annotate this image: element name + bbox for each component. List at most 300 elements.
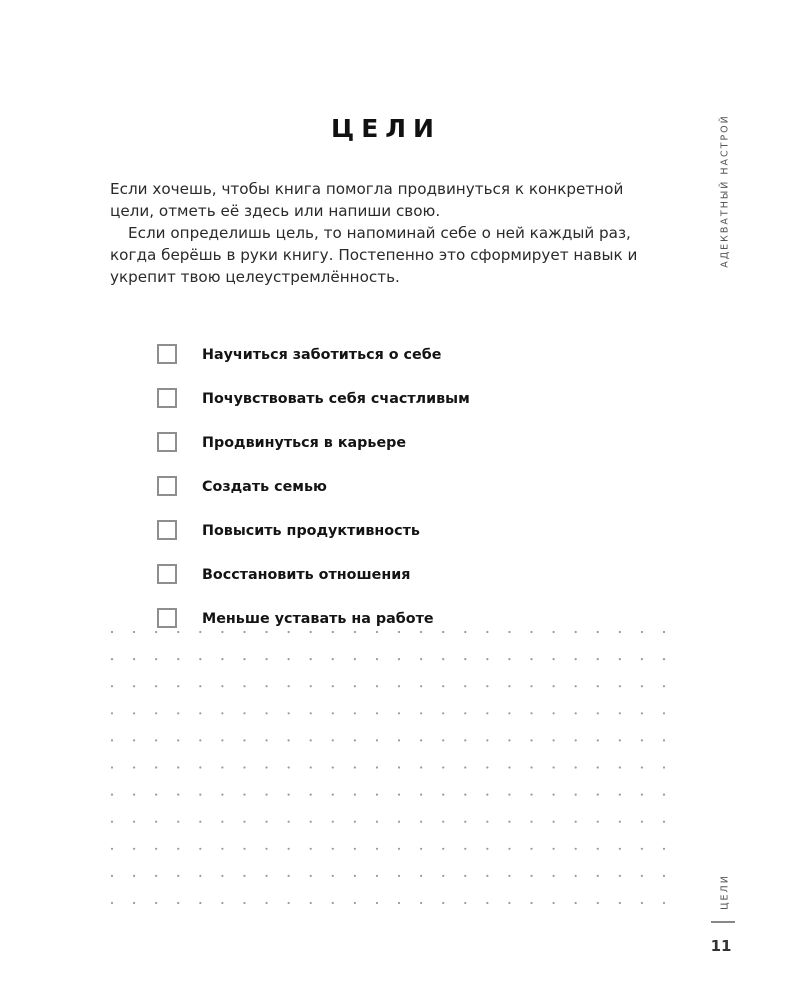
grid-dot <box>486 658 488 660</box>
grid-dot <box>575 821 577 823</box>
goal-item[interactable] <box>157 420 470 464</box>
grid-dot <box>663 902 665 904</box>
grid-dot <box>553 739 555 741</box>
grid-dot <box>133 794 135 796</box>
grid-dot <box>420 848 422 850</box>
grid-dot <box>486 875 488 877</box>
grid-dot <box>508 712 510 714</box>
grid-dot <box>310 848 312 850</box>
grid-dot <box>288 631 290 633</box>
grid-dot <box>288 875 290 877</box>
grid-dot <box>155 794 157 796</box>
grid-dot <box>133 712 135 714</box>
grid-dot <box>553 848 555 850</box>
goal-label: Повысить продуктивность <box>202 523 420 539</box>
grid-dot <box>310 902 312 904</box>
grid-dot <box>243 821 245 823</box>
grid-dot <box>265 712 267 714</box>
grid-dot <box>376 685 378 687</box>
goal-checkbox[interactable] <box>157 564 177 584</box>
grid-dot <box>530 794 532 796</box>
grid-dot <box>133 821 135 823</box>
grid-dot <box>265 631 267 633</box>
grid-dot <box>221 902 223 904</box>
grid-dot <box>177 794 179 796</box>
grid-dot <box>575 631 577 633</box>
grid-dot <box>420 821 422 823</box>
grid-dot <box>663 631 665 633</box>
grid-dot <box>332 739 334 741</box>
goal-checkbox[interactable] <box>157 432 177 452</box>
grid-dot <box>199 658 201 660</box>
grid-dot <box>597 658 599 660</box>
grid-dot <box>663 766 665 768</box>
grid-dot <box>111 631 113 633</box>
grid-dot <box>243 875 245 877</box>
grid-dot <box>354 875 356 877</box>
grid-dot <box>663 821 665 823</box>
grid-dot <box>376 712 378 714</box>
grid-dot <box>619 794 621 796</box>
grid-dot <box>243 658 245 660</box>
grid-dot <box>111 766 113 768</box>
grid-dot <box>199 848 201 850</box>
grid-dot <box>265 658 267 660</box>
grid-dot <box>597 685 599 687</box>
intro-text <box>110 178 670 288</box>
grid-dot <box>641 875 643 877</box>
grid-dot <box>508 631 510 633</box>
grid-dot <box>288 712 290 714</box>
goal-item[interactable] <box>157 464 470 508</box>
grid-dot <box>199 766 201 768</box>
grid-dot <box>243 685 245 687</box>
section-label: АДЕКВАТНЫЙ НАСТРОЙ <box>719 113 731 268</box>
grid-dot <box>354 766 356 768</box>
grid-dot <box>464 848 466 850</box>
grid-dot <box>398 766 400 768</box>
grid-dot <box>420 712 422 714</box>
grid-dot <box>486 902 488 904</box>
grid-dot <box>265 685 267 687</box>
grid-dot <box>530 766 532 768</box>
grid-dot <box>376 794 378 796</box>
grid-dot <box>663 848 665 850</box>
grid-dot <box>288 821 290 823</box>
grid-dot <box>530 712 532 714</box>
grid-dot <box>508 821 510 823</box>
grid-dot <box>111 685 113 687</box>
grid-dot <box>221 766 223 768</box>
grid-dot <box>464 685 466 687</box>
grid-dot <box>376 658 378 660</box>
grid-dot <box>464 739 466 741</box>
grid-dot <box>663 875 665 877</box>
grid-dot <box>155 902 157 904</box>
grid-dot <box>575 766 577 768</box>
grid-dot <box>111 712 113 714</box>
grid-dot <box>575 739 577 741</box>
grid-dot <box>641 848 643 850</box>
grid-dot <box>265 766 267 768</box>
grid-dot <box>619 766 621 768</box>
grid-dot <box>530 631 532 633</box>
grid-dot <box>663 794 665 796</box>
grid-dot <box>619 712 621 714</box>
grid-dot <box>133 739 135 741</box>
dot-grid-writing-area[interactable] <box>104 620 672 915</box>
grid-dot <box>354 848 356 850</box>
grid-dot <box>332 712 334 714</box>
grid-dot <box>310 766 312 768</box>
goal-label: Научиться заботиться о себе <box>202 347 442 363</box>
grid-dot <box>155 766 157 768</box>
grid-dot <box>553 712 555 714</box>
grid-dot <box>641 821 643 823</box>
grid-dot <box>553 685 555 687</box>
grid-dot <box>486 739 488 741</box>
goal-label: Создать семью <box>202 479 327 495</box>
grid-dot <box>398 902 400 904</box>
page-title: ЦЕЛИ <box>331 114 441 143</box>
grid-dot <box>354 658 356 660</box>
grid-dot <box>155 848 157 850</box>
grid-dot <box>597 794 599 796</box>
grid-dot <box>376 631 378 633</box>
grid-dot <box>530 821 532 823</box>
grid-dot <box>398 631 400 633</box>
grid-dot <box>332 848 334 850</box>
grid-dot <box>641 766 643 768</box>
running-header-section <box>717 113 733 268</box>
grid-dot <box>597 739 599 741</box>
grid-dot <box>376 848 378 850</box>
grid-dot <box>398 875 400 877</box>
grid-dot <box>199 875 201 877</box>
grid-dot <box>486 712 488 714</box>
grid-dot <box>332 766 334 768</box>
grid-dot <box>288 658 290 660</box>
grid-dot <box>575 848 577 850</box>
grid-dot <box>619 875 621 877</box>
grid-dot <box>265 821 267 823</box>
grid-dot <box>464 658 466 660</box>
grid-dot <box>597 875 599 877</box>
grid-dot <box>332 902 334 904</box>
goals-checklist <box>157 332 470 640</box>
grid-dot <box>199 739 201 741</box>
grid-dot <box>133 658 135 660</box>
grid-dot <box>155 875 157 877</box>
grid-dot <box>597 631 599 633</box>
grid-dot <box>464 821 466 823</box>
grid-dot <box>376 739 378 741</box>
grid-dot <box>354 739 356 741</box>
goal-checkbox[interactable] <box>157 344 177 364</box>
grid-dot <box>663 712 665 714</box>
grid-dot <box>243 712 245 714</box>
intro-paragraph-2: Если определишь цель, то напоминай себе о ней каждый раз, когда берёшь в руки книгу. Постепенно это сформирует навык и укрепит твою целеустремлённость. <box>110 224 638 286</box>
grid-dot <box>553 631 555 633</box>
grid-dot <box>420 631 422 633</box>
grid-dot <box>553 821 555 823</box>
grid-dot <box>420 685 422 687</box>
grid-dot <box>332 875 334 877</box>
grid-dot <box>354 685 356 687</box>
grid-dot <box>530 658 532 660</box>
grid-dot <box>553 794 555 796</box>
grid-dot <box>442 631 444 633</box>
goal-checkbox[interactable] <box>157 388 177 408</box>
grid-dot <box>177 631 179 633</box>
grid-dot <box>508 794 510 796</box>
grid-dot <box>111 848 113 850</box>
grid-dot <box>619 685 621 687</box>
grid-dot <box>641 902 643 904</box>
grid-dot <box>486 821 488 823</box>
goal-item[interactable] <box>157 376 470 420</box>
grid-dot <box>177 685 179 687</box>
grid-dot <box>663 685 665 687</box>
grid-dot <box>221 875 223 877</box>
grid-dot <box>442 848 444 850</box>
grid-dot <box>177 848 179 850</box>
grid-dot <box>464 712 466 714</box>
grid-dot <box>420 739 422 741</box>
grid-dot <box>508 902 510 904</box>
grid-dot <box>420 902 422 904</box>
grid-dot <box>575 658 577 660</box>
grid-dot <box>111 875 113 877</box>
grid-dot <box>597 712 599 714</box>
grid-dot <box>398 739 400 741</box>
grid-dot <box>508 658 510 660</box>
grid-dot <box>133 766 135 768</box>
grid-dot <box>155 739 157 741</box>
grid-dot <box>442 712 444 714</box>
grid-dot <box>619 821 621 823</box>
goal-item[interactable] <box>157 332 470 376</box>
grid-dot <box>111 902 113 904</box>
grid-dot <box>288 794 290 796</box>
grid-dot <box>641 658 643 660</box>
grid-dot <box>553 875 555 877</box>
grid-dot <box>111 658 113 660</box>
grid-dot <box>508 848 510 850</box>
grid-dot <box>641 631 643 633</box>
goal-item[interactable] <box>157 508 470 552</box>
intro-paragraph-1: Если хочешь, чтобы книга помогла продвинуться к конкретной цели, отметь её здесь или напиши свою. <box>110 180 624 220</box>
grid-dot <box>575 875 577 877</box>
grid-dot <box>332 821 334 823</box>
grid-dot <box>310 739 312 741</box>
grid-dot <box>553 766 555 768</box>
grid-dot <box>420 766 422 768</box>
grid-dot <box>619 631 621 633</box>
grid-dot <box>155 712 157 714</box>
grid-dot <box>310 794 312 796</box>
grid-dot <box>310 875 312 877</box>
grid-dot <box>310 658 312 660</box>
grid-dot <box>442 902 444 904</box>
grid-dot <box>508 685 510 687</box>
grid-dot <box>221 685 223 687</box>
grid-dot <box>575 902 577 904</box>
grid-dot <box>288 766 290 768</box>
grid-dot <box>575 685 577 687</box>
grid-dot <box>221 739 223 741</box>
grid-dot <box>221 848 223 850</box>
grid-dot <box>376 875 378 877</box>
grid-dot <box>464 631 466 633</box>
grid-dot <box>530 902 532 904</box>
grid-dot <box>199 631 201 633</box>
grid-dot <box>243 794 245 796</box>
grid-dot <box>332 794 334 796</box>
grid-dot <box>398 658 400 660</box>
grid-dot <box>332 658 334 660</box>
grid-dot <box>243 739 245 741</box>
grid-dot <box>133 631 135 633</box>
grid-dot <box>177 902 179 904</box>
grid-dot <box>530 875 532 877</box>
grid-dot <box>641 794 643 796</box>
grid-dot <box>575 794 577 796</box>
grid-dot <box>442 821 444 823</box>
goal-label: Меньше уставать на работе <box>202 611 434 627</box>
grid-dot <box>155 685 157 687</box>
grid-dot <box>265 739 267 741</box>
grid-dot <box>288 685 290 687</box>
grid-dot <box>155 631 157 633</box>
grid-dot <box>354 902 356 904</box>
grid-dot <box>619 658 621 660</box>
grid-dot <box>663 658 665 660</box>
grid-dot <box>288 902 290 904</box>
grid-dot <box>354 631 356 633</box>
grid-dot <box>288 848 290 850</box>
grid-dot <box>575 712 577 714</box>
grid-dot <box>398 848 400 850</box>
grid-dot <box>553 902 555 904</box>
grid-dot <box>530 739 532 741</box>
grid-dot <box>133 685 135 687</box>
grid-dot <box>464 794 466 796</box>
grid-dot <box>354 712 356 714</box>
grid-dot <box>243 848 245 850</box>
grid-dot <box>442 875 444 877</box>
goal-checkbox[interactable] <box>157 520 177 540</box>
goal-checkbox[interactable] <box>157 476 177 496</box>
grid-dot <box>199 712 201 714</box>
grid-dot <box>597 848 599 850</box>
grid-dot <box>177 766 179 768</box>
grid-dot <box>486 794 488 796</box>
grid-dot <box>265 875 267 877</box>
grid-dot <box>619 739 621 741</box>
grid-dot <box>398 685 400 687</box>
chapter-label: ЦЕЛИ <box>719 874 731 910</box>
page-number: 11 <box>710 937 732 955</box>
grid-dot <box>111 821 113 823</box>
grid-dot <box>464 875 466 877</box>
grid-dot <box>398 794 400 796</box>
grid-dot <box>442 685 444 687</box>
grid-dot <box>332 631 334 633</box>
grid-dot <box>111 794 113 796</box>
grid-dot <box>332 685 334 687</box>
grid-dot <box>243 766 245 768</box>
grid-dot <box>486 631 488 633</box>
grid-dot <box>221 658 223 660</box>
grid-dot <box>111 739 113 741</box>
grid-dot <box>641 685 643 687</box>
grid-dot <box>486 848 488 850</box>
grid-dot <box>597 902 599 904</box>
grid-dot <box>133 848 135 850</box>
grid-dot <box>597 821 599 823</box>
page-number-rule <box>711 921 735 923</box>
grid-dot <box>398 712 400 714</box>
grid-dot <box>133 902 135 904</box>
grid-dot <box>597 766 599 768</box>
grid-dot <box>199 794 201 796</box>
grid-dot <box>641 712 643 714</box>
grid-dot <box>310 631 312 633</box>
grid-dot <box>310 712 312 714</box>
goal-label: Восстановить отношения <box>202 567 411 583</box>
grid-dot <box>265 848 267 850</box>
grid-dot <box>442 766 444 768</box>
grid-dot <box>508 875 510 877</box>
grid-dot <box>221 712 223 714</box>
grid-dot <box>508 766 510 768</box>
grid-dot <box>530 848 532 850</box>
grid-dot <box>354 794 356 796</box>
grid-dot <box>243 902 245 904</box>
grid-dot <box>398 821 400 823</box>
grid-dot <box>530 685 532 687</box>
goal-label: Почувствовать себя счастливым <box>202 391 470 407</box>
grid-dot <box>177 712 179 714</box>
grid-dot <box>420 658 422 660</box>
grid-dot <box>442 794 444 796</box>
grid-dot <box>310 685 312 687</box>
grid-dot <box>442 739 444 741</box>
grid-dot <box>376 821 378 823</box>
grid-dot <box>199 902 201 904</box>
grid-dot <box>486 766 488 768</box>
grid-dot <box>354 821 356 823</box>
grid-dot <box>221 821 223 823</box>
grid-dot <box>619 848 621 850</box>
grid-dot <box>221 631 223 633</box>
grid-dot <box>265 794 267 796</box>
grid-dot <box>155 658 157 660</box>
grid-dot <box>420 875 422 877</box>
grid-dot <box>464 766 466 768</box>
goal-item[interactable] <box>157 552 470 596</box>
grid-dot <box>619 902 621 904</box>
grid-dot <box>177 658 179 660</box>
grid-dot <box>310 821 312 823</box>
grid-dot <box>133 875 135 877</box>
goal-label: Продвинуться в карьере <box>202 435 407 451</box>
grid-dot <box>420 794 422 796</box>
grid-dot <box>265 902 267 904</box>
running-header-chapter <box>717 874 733 910</box>
grid-dot <box>199 685 201 687</box>
